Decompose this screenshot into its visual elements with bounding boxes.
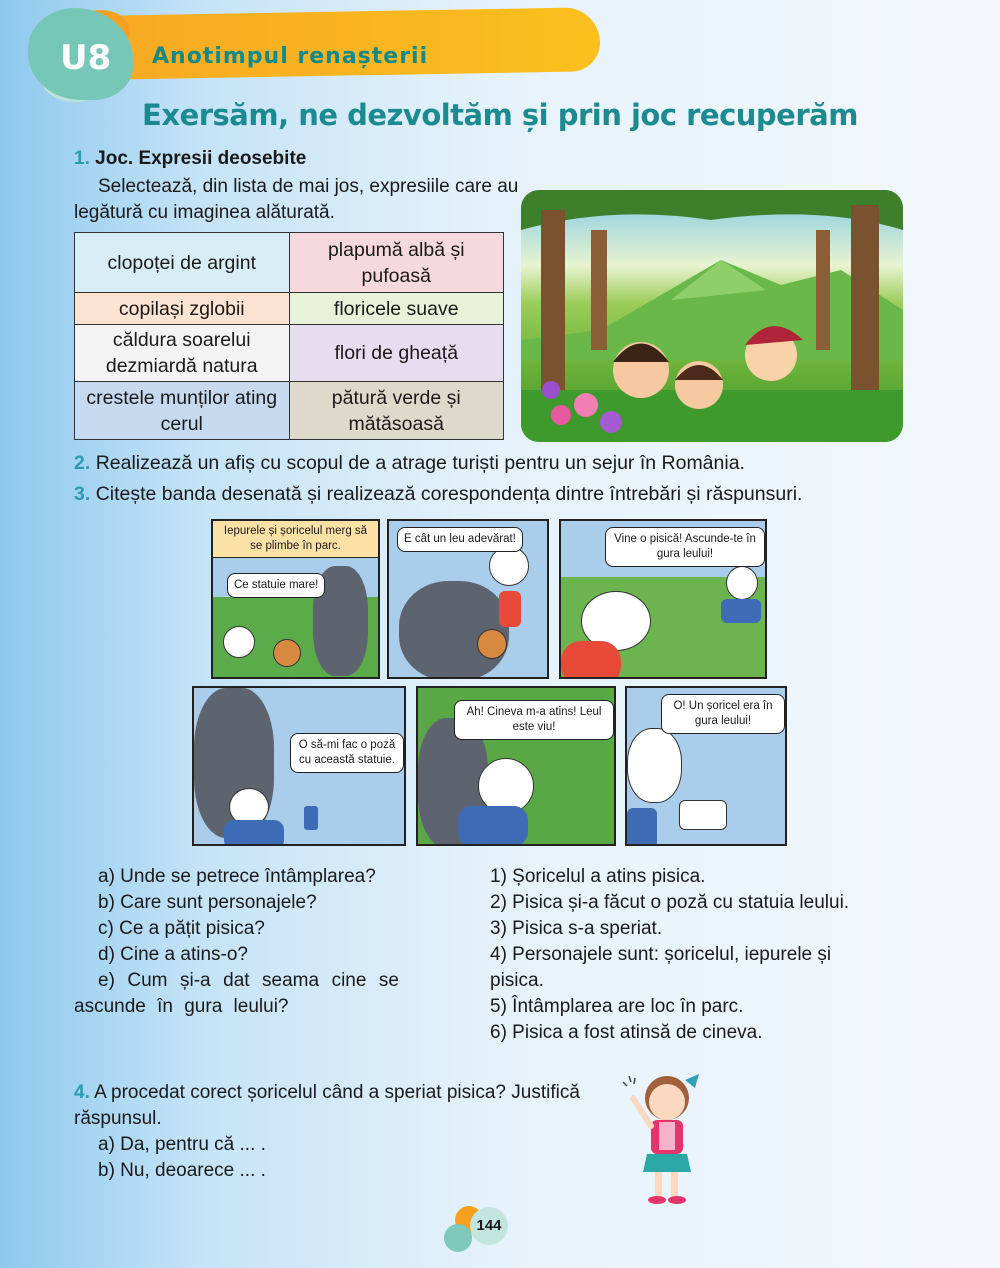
girl-face [649,1084,685,1120]
speech-bubble: O! Un șoricel era în gura leului! [661,694,785,734]
mouse [273,639,301,667]
cat [627,728,682,803]
flower [551,405,571,425]
forest-children-illustration [521,190,903,442]
speech-bubble: Ce statuie mare! [227,573,325,598]
rabbit [489,546,529,586]
cat-shirt [627,808,657,846]
question-item: d) Cine a atins-o? [98,944,248,965]
question-item: c) Ce a pățit pisica? [98,918,265,939]
unit-title: Anotimpul renașterii [152,44,429,69]
exercise-1-instruction: Selectează, din lista de mai jos, expresiile care au legătură cu imaginea alăturată. [74,176,519,223]
answer-item: 4) Personajele sunt: șoricelul, iepurele și pisica. [490,944,832,991]
girl-shoe [648,1196,666,1204]
hair-bow [685,1074,699,1088]
comic-panel-2 [387,519,549,679]
question-item: b) Care sunt personajele? [98,892,317,913]
comic-panel-1 [211,519,380,679]
page-decoration [444,1224,472,1252]
expression-cell[interactable]: copilași zglobii [75,293,290,325]
expression-cell[interactable]: crestele munților ating cerul [75,382,290,440]
cat [726,566,758,600]
comic-panel-5 [416,686,616,846]
exercise-number: 1. [74,148,90,169]
exercise-title: Joc. Expresii deosebite [95,148,307,169]
answer-option: b) Nu, deoarece ... . [98,1160,266,1181]
exercise-question: A procedat corect șoricelul când a speriat pisica? Justifică răspunsul. [74,1082,580,1129]
unit-badge: U8 [60,38,112,78]
exercise-4 [74,1080,594,1184]
exercise-2 [74,452,745,475]
expression-cell[interactable]: căldura soarelui dezmiardă natura [75,325,290,382]
girl-leg [655,1172,662,1198]
question-item: a) Unde se petrece întâmplarea? [98,866,376,887]
cat-shirt [458,806,528,846]
expression-cell[interactable]: floricele suave [289,293,504,325]
expression-cell[interactable]: flori de gheață [289,325,504,382]
girl-skirt [643,1154,691,1172]
exercise-text: Citește banda desenată și realizează corespondența dintre întrebări și răspunsuri. [95,483,803,505]
questions-list [74,864,399,1020]
speech-bubble: Vine o pisică! Ascunde-te în gura leului! [605,527,765,567]
answer-item: 5) Întâmplarea are loc în parc. [490,996,744,1017]
flower [574,393,598,417]
speech-bubble: E cât un leu adevărat! [397,527,523,552]
page-number: 144 [476,1217,502,1234]
expressions-table [74,232,504,440]
page-title: Exersăm, ne dezvoltăm și prin joc recuperăm [142,98,858,132]
flower [542,381,560,399]
flower [600,411,622,433]
answer-option: a) Da, pentru că ... . [98,1134,266,1155]
cat-shirt [721,599,761,623]
tree-trunk [591,230,607,350]
exercise-3 [74,483,802,506]
rabbit-shirt [561,641,621,679]
tree-canopy [521,190,903,230]
comic-panel-3 [559,519,767,679]
girl-illustration [615,1068,715,1208]
phone-photo [679,800,727,830]
comic-caption: Iepurele și șoricelul merg să se plimbe în parc. [213,521,378,558]
speech-bubble: Ah! Cineva m-a atins! Leul este viu! [454,700,614,740]
exercise-1-title [74,148,306,170]
exercise-text: Realizează un afiș cu scopul de a atrage turiști pentru un sejur în România. [95,452,745,474]
answer-item: 1) Șoricelul a atins pisica. [490,866,706,887]
phone [304,806,318,830]
girl-shirt [659,1122,675,1150]
question-item: e) Cum și-a dat seama cine se ascunde în gura leului? [74,970,399,1017]
exercise-number: 3. [74,483,91,505]
answers-list [490,864,890,1046]
comic-panel-6 [625,686,787,846]
expression-cell[interactable]: clopoței de argint [75,233,290,293]
speech-bubble: O să-mi fac o poză cu această statuie. [290,733,404,773]
answer-item: 2) Pisica și-a făcut o poză cu statuia leului. [490,892,850,913]
rabbit-shirt [499,591,521,627]
answer-item: 6) Pisica a fost atinsă de cineva. [490,1022,763,1043]
idea-marks [623,1076,635,1086]
girl-leg [671,1172,678,1198]
comic-panel-4 [192,686,406,846]
forest-scene [521,190,903,442]
exercise-number: 2. [74,452,91,474]
rabbit [223,626,255,658]
expression-cell[interactable]: pătură verde și mătăsoasă [289,382,504,440]
exercise-number: 4. [74,1082,90,1103]
mouse [477,629,507,659]
expression-cell[interactable]: plapumă albă și pufoasă [289,233,504,293]
cat-shirt [224,820,284,846]
answer-item: 3) Pisica s-a speriat. [490,918,663,939]
girl-shoe [668,1196,686,1204]
tree-trunk [816,230,830,350]
child-hair [675,365,723,380]
